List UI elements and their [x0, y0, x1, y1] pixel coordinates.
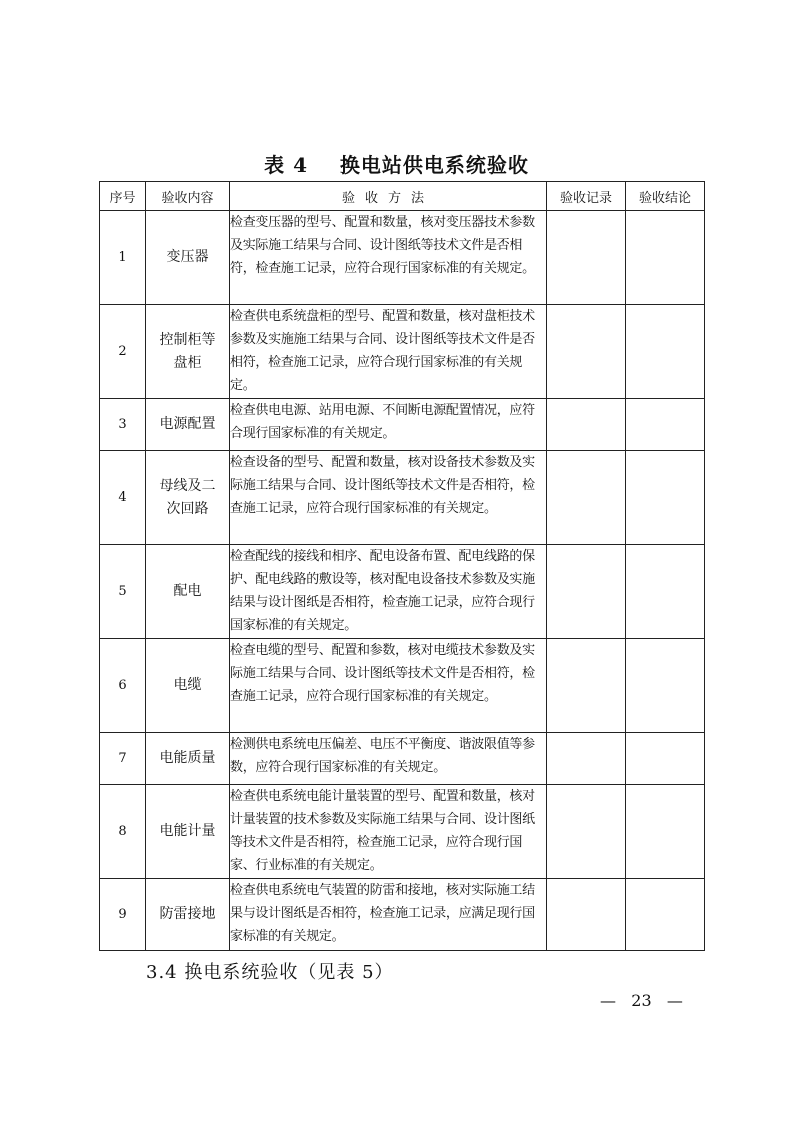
row-conclusion-cell: [626, 879, 705, 951]
header-conclusion: 验收结论: [626, 182, 705, 211]
acceptance-table: [99, 181, 705, 951]
row-number: 3: [100, 399, 146, 451]
page-number: — 23 —: [600, 991, 683, 1010]
row-item: 防雷接地: [146, 879, 230, 951]
row-method: 检查设备的型号、配置和数量，核对设备技术参数及实际施工结果与合同、设计图纸等技术文件是否相符，检查施工记录，应符合现行国家标准的有关规定。: [230, 451, 547, 545]
row-number: 4: [100, 451, 146, 545]
row-record-cell: [547, 399, 626, 451]
table-row: [100, 879, 705, 951]
table-row: [100, 785, 705, 879]
table-row: [100, 733, 705, 785]
row-conclusion-cell: [626, 211, 705, 305]
row-method: 检查电缆的型号、配置和参数，核对电缆技术参数及实际施工结果与合同、设计图纸等技术文件是否相符，检查施工记录，应符合现行国家标准的有关规定。: [230, 639, 547, 733]
table-header-row: [100, 182, 705, 211]
header-method: 验收方法: [230, 182, 547, 211]
row-record-cell: [547, 451, 626, 545]
row-method: 检测供电系统电压偏差、电压不平衡度、谐波限值等参数，应符合现行国家标准的有关规定。: [230, 733, 547, 785]
row-conclusion-cell: [626, 639, 705, 733]
row-record-cell: [547, 639, 626, 733]
row-item: [146, 451, 230, 545]
row-conclusion-cell: [626, 733, 705, 785]
row-item: 配电: [146, 545, 230, 639]
row-number: 2: [100, 305, 146, 399]
row-item: 电缆: [146, 639, 230, 733]
row-method: 检查供电电源、站用电源、不间断电源配置情况，应符合现行国家标准的有关规定。: [230, 399, 547, 451]
row-record-cell: [547, 733, 626, 785]
row-conclusion-cell: [626, 545, 705, 639]
row-number: 1: [100, 211, 146, 305]
row-method: 检查供电系统盘柜的型号、配置和数量，核对盘柜技术参数及实施施工结果与合同、设计图纸等技术文件是否相符，检查施工记录，应符合现行国家标准的有关规定。: [230, 305, 547, 399]
table-caption: 表 4 换电站供电系统验收: [264, 153, 529, 177]
header-number: 序号: [100, 182, 146, 211]
table-row: [100, 305, 705, 399]
row-number: 7: [100, 733, 146, 785]
table-row: [100, 399, 705, 451]
row-record-cell: [547, 785, 626, 879]
row-record-cell: [547, 305, 626, 399]
row-conclusion-cell: [626, 305, 705, 399]
section-heading: 3.4 换电系统验收（见表 5）: [146, 962, 394, 983]
table-row: [100, 639, 705, 733]
row-method: 检查变压器的型号、配置和数量，核对变压器技术参数及实际施工结果与合同、设计图纸等技术文件是否相符，检查施工记录，应符合现行国家标准的有关规定。: [230, 211, 547, 305]
row-conclusion-cell: [626, 399, 705, 451]
row-item-text: 控制柜等盘柜: [159, 331, 216, 371]
row-record-cell: [547, 211, 626, 305]
row-number: 8: [100, 785, 146, 879]
row-item: [146, 305, 230, 399]
row-number: 6: [100, 639, 146, 733]
row-method: 检查配线的接线和相序、配电设备布置、配电线路的保护、配电线路的敷设等，核对配电设备技术参数及实施结果与设计图纸是否相符，检查施工记录，应符合现行国家标准的有关规定。: [230, 545, 547, 639]
row-item: 电能计量: [146, 785, 230, 879]
row-item: 电源配置: [146, 399, 230, 451]
row-conclusion-cell: [626, 451, 705, 545]
row-number: 9: [100, 879, 146, 951]
row-method: 检查供电系统电能计量装置的型号、配置和数量，核对计量装置的技术参数及实际施工结果与合同、设计图纸等技术文件是否相符，检查施工记录，应符合现行国家、行业标准的有关规定。: [230, 785, 547, 879]
table-row: [100, 545, 705, 639]
row-item-text: 母线及二次回路: [159, 477, 216, 517]
table-row: [100, 211, 705, 305]
header-record: 验收记录: [547, 182, 626, 211]
row-item: 变压器: [146, 211, 230, 305]
row-item: 电能质量: [146, 733, 230, 785]
table-row: [100, 451, 705, 545]
row-record-cell: [547, 879, 626, 951]
row-number: 5: [100, 545, 146, 639]
header-content: 验收内容: [146, 182, 230, 211]
row-method: 检查供电系统电气装置的防雷和接地，核对实际施工结果与设计图纸是否相符，检查施工记录，应满足现行国家标准的有关规定。: [230, 879, 547, 951]
row-record-cell: [547, 545, 626, 639]
row-conclusion-cell: [626, 785, 705, 879]
